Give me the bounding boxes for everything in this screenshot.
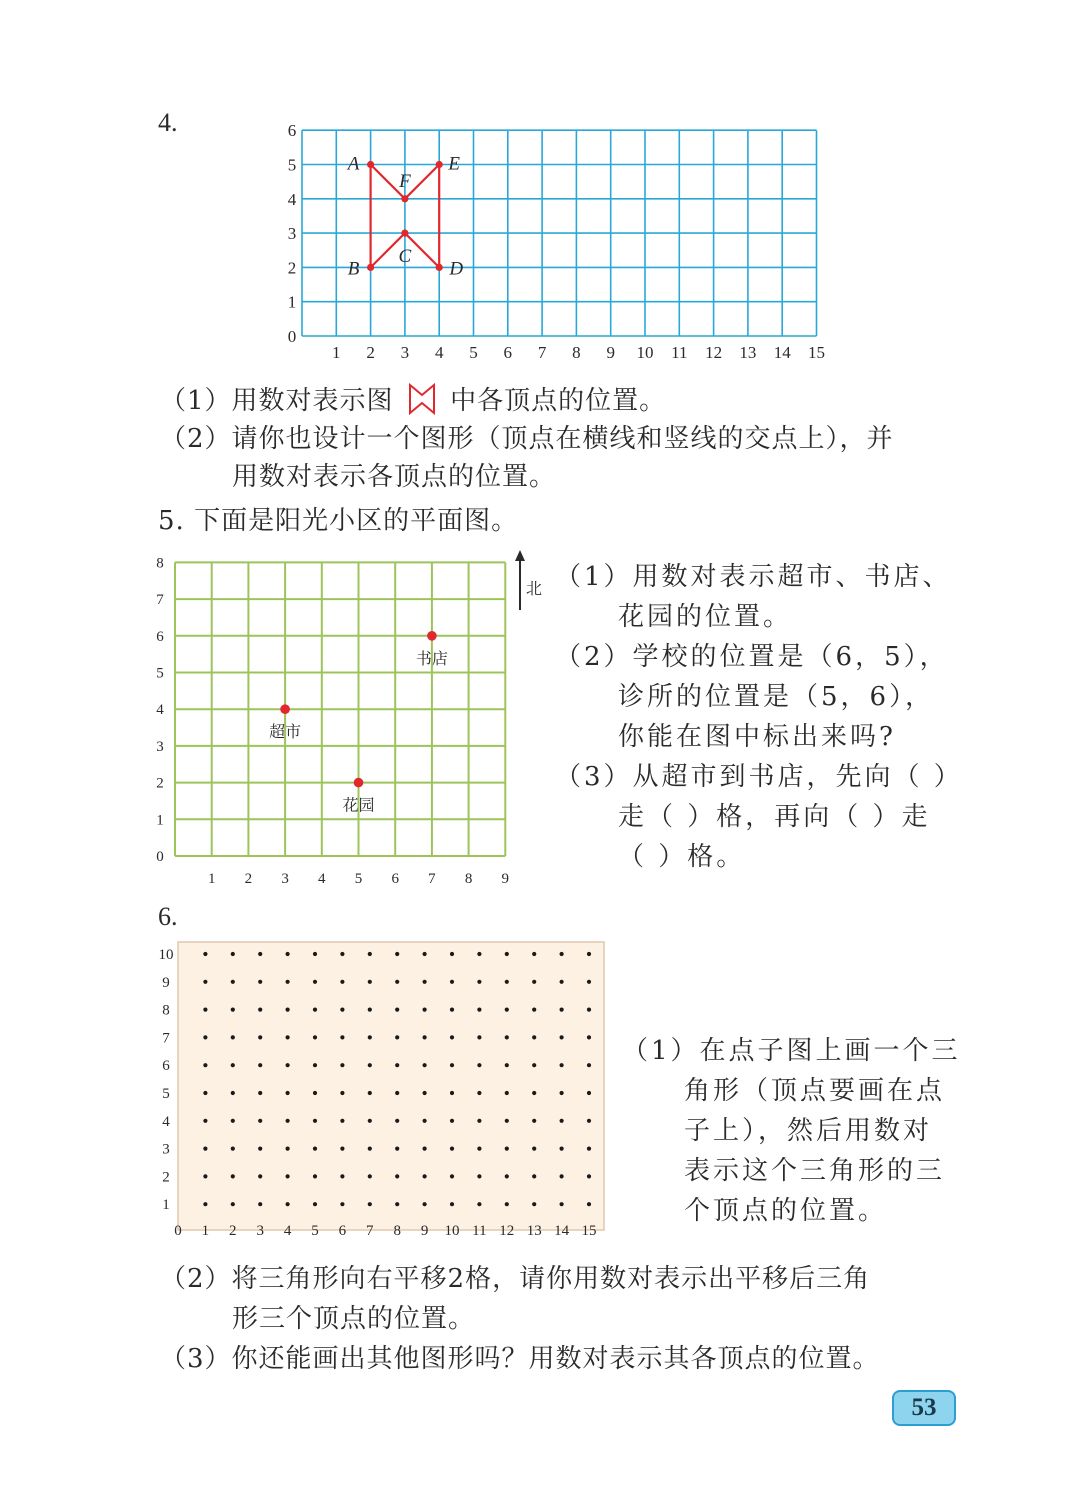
x-tick-label: 15 bbox=[581, 1223, 597, 1239]
q4-sub2-line1: （2）请你也设计一个图形（顶点在横线和竖线的交点上），并 bbox=[160, 424, 894, 454]
grid-dot bbox=[368, 1063, 372, 1067]
question-4-number: 4. bbox=[158, 108, 178, 137]
x-tick-label: 9 bbox=[420, 1223, 429, 1239]
q6-side-line-4: 表示这个三角形的三 bbox=[684, 1156, 946, 1186]
grid-dot bbox=[340, 980, 344, 984]
y-tick-label: 7 bbox=[156, 592, 164, 609]
x-tick-label: 5 bbox=[354, 871, 363, 887]
grid-dot bbox=[203, 1035, 207, 1039]
grid-dot bbox=[450, 1202, 454, 1206]
vertex-point-F bbox=[401, 195, 408, 202]
q6-side-line-3: 子上），然后用数对 bbox=[684, 1116, 933, 1146]
x-tick-label: 10 bbox=[444, 1223, 460, 1239]
grid-dot bbox=[313, 1202, 317, 1206]
grid-dot bbox=[286, 1202, 290, 1206]
y-tick-label: 3 bbox=[287, 224, 297, 244]
q6-sub2-line2: 形三个顶点的位置。 bbox=[232, 1304, 476, 1334]
vertex-point-C bbox=[401, 230, 408, 237]
grid-dot bbox=[258, 1091, 262, 1095]
grid-dot bbox=[423, 980, 427, 984]
x-tick-label: 6 bbox=[503, 343, 513, 362]
grid-dot bbox=[231, 1008, 235, 1012]
grid-dot bbox=[532, 980, 536, 984]
place-label: 书店 bbox=[415, 650, 448, 668]
grid-dot bbox=[477, 980, 481, 984]
grid-dot bbox=[340, 1202, 344, 1206]
grid-dot bbox=[313, 1035, 317, 1039]
grid-dot bbox=[231, 1035, 235, 1039]
y-tick-label: 5 bbox=[287, 155, 297, 175]
place-label: 超市 bbox=[269, 724, 302, 742]
grid-dot bbox=[532, 1119, 536, 1123]
grid-dot bbox=[560, 952, 564, 956]
grid-dot bbox=[368, 1008, 372, 1012]
q6-side-line-1: （1）在点子图上画一个三 bbox=[622, 1036, 961, 1066]
vertex-point-B bbox=[367, 264, 374, 271]
x-tick-label: 13 bbox=[526, 1223, 542, 1239]
grid-dot bbox=[340, 1091, 344, 1095]
grid-dot bbox=[286, 1008, 290, 1012]
grid-dot bbox=[203, 1008, 207, 1012]
grid-dot bbox=[231, 1063, 235, 1067]
x-tick-label: 11 bbox=[671, 343, 688, 362]
q5-line-3: （2）学校的位置是（6，5）， bbox=[555, 642, 949, 672]
y-tick-label: 4 bbox=[156, 702, 164, 719]
q4-coordinate-grid bbox=[270, 118, 850, 368]
grid-dot bbox=[313, 1091, 317, 1095]
q6-sub2-line1: （2）将三角形向右平移2格，请你用数对表示出平移后三角 bbox=[160, 1264, 871, 1294]
grid-dot bbox=[560, 1063, 564, 1067]
grid-dot bbox=[340, 1147, 344, 1151]
grid-dot bbox=[395, 980, 399, 984]
grid-dot bbox=[505, 1063, 509, 1067]
x-tick-label: 12 bbox=[705, 343, 723, 362]
grid-dot bbox=[477, 1147, 481, 1151]
y-tick-label: 10 bbox=[158, 947, 174, 963]
grid-dot bbox=[203, 980, 207, 984]
y-tick-label: 1 bbox=[162, 1197, 170, 1214]
grid-dot bbox=[231, 1202, 235, 1206]
grid-dot bbox=[505, 1202, 509, 1206]
grid-dot bbox=[395, 1063, 399, 1067]
x-tick-label: 8 bbox=[572, 343, 581, 362]
grid-dot bbox=[231, 1119, 235, 1123]
north-label: 北 bbox=[525, 581, 543, 598]
grid-dot bbox=[423, 1063, 427, 1067]
grid-dot bbox=[532, 1174, 536, 1178]
grid-dot bbox=[450, 1091, 454, 1095]
x-tick-label: 7 bbox=[537, 343, 547, 362]
bowtie-shape-icon bbox=[407, 383, 437, 415]
x-tick-label: 15 bbox=[808, 343, 825, 362]
vertex-point-A bbox=[367, 161, 374, 168]
grid-dot bbox=[368, 1174, 372, 1178]
grid-dot bbox=[505, 952, 509, 956]
grid-dot bbox=[395, 1202, 399, 1206]
grid-dot bbox=[423, 952, 427, 956]
x-tick-label: 3 bbox=[256, 1223, 264, 1239]
grid-dot bbox=[560, 980, 564, 984]
grid-dot bbox=[258, 1147, 262, 1151]
x-tick-label: 1 bbox=[201, 1223, 210, 1239]
grid-dot bbox=[368, 1091, 372, 1095]
x-tick-label: 10 bbox=[636, 343, 654, 362]
y-tick-label: 9 bbox=[162, 974, 170, 991]
grid-dot bbox=[395, 952, 399, 956]
y-tick-label: 0 bbox=[287, 327, 297, 346]
grid-dot bbox=[313, 980, 317, 984]
q6-sub3: （3）你还能画出其他图形吗？用数对表示其各顶点的位置。 bbox=[160, 1344, 880, 1374]
grid-dot bbox=[395, 1091, 399, 1095]
grid-dot bbox=[532, 1008, 536, 1012]
y-tick-label: 2 bbox=[156, 775, 164, 792]
grid-dot bbox=[423, 1035, 427, 1039]
y-tick-label: 1 bbox=[287, 292, 297, 312]
vertex-label-A: A bbox=[347, 153, 360, 175]
grid-dot bbox=[450, 1008, 454, 1012]
y-tick-label: 6 bbox=[156, 628, 164, 645]
grid-dot bbox=[203, 952, 207, 956]
x-tick-label: 4 bbox=[318, 871, 326, 887]
grid-dot bbox=[286, 1035, 290, 1039]
place-point bbox=[280, 704, 290, 714]
grid-dot bbox=[477, 1174, 481, 1178]
grid-dot bbox=[587, 1035, 591, 1039]
place-point bbox=[427, 631, 437, 641]
q4-sub1-text-b: 中各顶点的位置。 bbox=[450, 386, 667, 416]
x-tick-label: 8 bbox=[393, 1223, 401, 1239]
grid-dot bbox=[203, 1202, 207, 1206]
grid-dot bbox=[231, 980, 235, 984]
grid-dot bbox=[532, 952, 536, 956]
x-tick-label: 9 bbox=[606, 343, 615, 362]
y-tick-label: 4 bbox=[162, 1113, 170, 1130]
y-tick-label: 5 bbox=[162, 1086, 170, 1102]
grid-dot bbox=[532, 1091, 536, 1095]
y-tick-label: 8 bbox=[162, 1002, 170, 1019]
y-tick-label: 2 bbox=[162, 1169, 170, 1186]
grid-dot bbox=[560, 1091, 564, 1095]
x-tick-label: 14 bbox=[554, 1223, 570, 1239]
grid-dot bbox=[231, 1174, 235, 1178]
grid-dot bbox=[450, 1035, 454, 1039]
grid-dot bbox=[477, 1063, 481, 1067]
x-tick-label: 6 bbox=[391, 871, 399, 887]
question-6-number: 6. bbox=[158, 902, 178, 931]
grid-dot bbox=[505, 1091, 509, 1095]
grid-dot bbox=[560, 1174, 564, 1178]
y-tick-label: 6 bbox=[162, 1058, 170, 1075]
grid-dot bbox=[505, 1008, 509, 1012]
grid-dot bbox=[423, 1174, 427, 1178]
grid-dot bbox=[313, 1008, 317, 1012]
grid-dot bbox=[505, 980, 509, 984]
x-tick-label: 3 bbox=[281, 871, 289, 887]
y-tick-label: 3 bbox=[156, 738, 164, 755]
grid-dot bbox=[258, 1035, 262, 1039]
grid-dot bbox=[368, 980, 372, 984]
grid-dot bbox=[532, 1035, 536, 1039]
grid-dot bbox=[560, 1008, 564, 1012]
grid-dot bbox=[477, 1119, 481, 1123]
q5-line-2: 花园的位置。 bbox=[618, 602, 793, 632]
x-tick-label: 6 bbox=[338, 1223, 347, 1239]
grid-dot bbox=[340, 1035, 344, 1039]
grid-dot bbox=[395, 1008, 399, 1012]
grid-dot bbox=[203, 1063, 207, 1067]
q6-side-line-5: 个顶点的位置。 bbox=[684, 1196, 888, 1226]
x-tick-label: 3 bbox=[400, 343, 410, 362]
grid-dot bbox=[587, 1202, 591, 1206]
grid-dot bbox=[587, 1008, 591, 1012]
q4-sub1 bbox=[160, 380, 666, 417]
grid-dot bbox=[286, 1147, 290, 1151]
x-tick-label: 7 bbox=[366, 1223, 374, 1239]
grid-dot bbox=[477, 1091, 481, 1095]
grid-dot bbox=[477, 952, 481, 956]
grid-dot bbox=[587, 1147, 591, 1151]
y-tick-label: 1 bbox=[156, 812, 164, 829]
grid-dot bbox=[258, 1174, 262, 1178]
x-tick-label: 14 bbox=[773, 343, 791, 362]
grid-dot bbox=[423, 1119, 427, 1123]
x-tick-label: 5 bbox=[469, 343, 478, 362]
vertex-label-E: E bbox=[448, 153, 461, 175]
grid-dot bbox=[587, 1063, 591, 1067]
grid-dot bbox=[340, 952, 344, 956]
vertex-point-E bbox=[436, 161, 443, 168]
grid-dot bbox=[477, 1202, 481, 1206]
grid-dot bbox=[258, 1119, 262, 1123]
x-tick-label: 1 bbox=[332, 343, 341, 362]
grid-dot bbox=[313, 1063, 317, 1067]
grid-dot bbox=[505, 1119, 509, 1123]
grid-dot bbox=[450, 1119, 454, 1123]
y-tick-label: 7 bbox=[162, 1030, 170, 1047]
x-tick-label: 2 bbox=[229, 1223, 237, 1239]
grid-dot bbox=[395, 1035, 399, 1039]
grid-dot bbox=[560, 1202, 564, 1206]
grid-dot bbox=[450, 952, 454, 956]
grid-dot bbox=[450, 1063, 454, 1067]
grid-dot bbox=[258, 980, 262, 984]
x-tick-label: 2 bbox=[366, 343, 375, 362]
x-tick-label: 12 bbox=[499, 1223, 515, 1239]
y-tick-label: 4 bbox=[287, 189, 297, 209]
grid-dot bbox=[313, 952, 317, 956]
q6-dot-grid bbox=[150, 935, 615, 1245]
grid-dot bbox=[477, 1008, 481, 1012]
x-tick-label: 7 bbox=[428, 871, 436, 887]
grid-dot bbox=[477, 1035, 481, 1039]
y-tick-label: 6 bbox=[287, 121, 297, 141]
grid-dot bbox=[340, 1063, 344, 1067]
x-tick-label: 4 bbox=[283, 1223, 292, 1239]
grid-dot bbox=[286, 952, 290, 956]
grid-dot bbox=[587, 1091, 591, 1095]
page-number: 53 bbox=[892, 1390, 956, 1426]
x-tick-label: 5 bbox=[311, 1223, 319, 1239]
q4-sub1-text-a: （1）用数对表示图 bbox=[160, 386, 394, 416]
x-tick-label: 8 bbox=[464, 871, 473, 887]
x-tick-label: 4 bbox=[434, 343, 444, 362]
vertex-label-C: C bbox=[398, 246, 412, 268]
y-tick-label: 0 bbox=[156, 849, 164, 865]
grid-dot bbox=[203, 1119, 207, 1123]
grid-dot bbox=[450, 1147, 454, 1151]
grid-dot bbox=[532, 1063, 536, 1067]
grid-dot bbox=[505, 1035, 509, 1039]
x-tick-label: 13 bbox=[739, 343, 757, 362]
grid-dot bbox=[368, 952, 372, 956]
grid-dot bbox=[395, 1147, 399, 1151]
grid-dot bbox=[203, 1147, 207, 1151]
q5-line-1: （1）用数对表示超市、书店、 bbox=[555, 562, 952, 592]
place-point bbox=[354, 778, 364, 788]
y-tick-label: 8 bbox=[156, 555, 164, 572]
grid-dot bbox=[340, 1008, 344, 1012]
grid-dot bbox=[286, 980, 290, 984]
grid-dot bbox=[587, 1119, 591, 1123]
grid-dot bbox=[286, 1091, 290, 1095]
grid-dot bbox=[532, 1147, 536, 1151]
grid-dot bbox=[258, 952, 262, 956]
grid-dot bbox=[450, 980, 454, 984]
grid-dot bbox=[423, 1091, 427, 1095]
q6-side-line-2: 角形（顶点要画在点 bbox=[684, 1076, 946, 1106]
grid-dot bbox=[587, 980, 591, 984]
vertex-label-F: F bbox=[399, 170, 411, 192]
grid-dot bbox=[532, 1202, 536, 1206]
grid-dot bbox=[368, 1202, 372, 1206]
grid-dot bbox=[560, 1147, 564, 1151]
grid-dot bbox=[423, 1008, 427, 1012]
grid-dot bbox=[340, 1119, 344, 1123]
place-label: 花园 bbox=[342, 797, 375, 815]
grid-dot bbox=[505, 1174, 509, 1178]
grid-dot bbox=[258, 1202, 262, 1206]
q5-line-6: （3）从超市到书店，先向（ ） bbox=[555, 762, 963, 792]
grid-dot bbox=[340, 1174, 344, 1178]
x-tick-label: 11 bbox=[472, 1223, 487, 1239]
grid-dot bbox=[395, 1119, 399, 1123]
grid-dot bbox=[423, 1202, 427, 1206]
q5-line-8: （ ）格。 bbox=[618, 842, 746, 872]
grid-dot bbox=[313, 1147, 317, 1151]
q5-line-5: 你能在图中标出来吗? bbox=[618, 722, 896, 752]
q5-line-4: 诊所的位置是（5，6）， bbox=[618, 682, 935, 712]
grid-dot bbox=[368, 1035, 372, 1039]
question-5-title: 5. 下面是阳光小区的平面图。 bbox=[158, 506, 519, 536]
y-tick-label: 3 bbox=[162, 1141, 170, 1158]
grid-dot bbox=[258, 1063, 262, 1067]
vertex-point-D bbox=[436, 264, 443, 271]
x-tick-label: 9 bbox=[501, 871, 510, 887]
grid-dot bbox=[313, 1174, 317, 1178]
grid-dot bbox=[313, 1119, 317, 1123]
x-tick-label: 0 bbox=[174, 1223, 182, 1239]
grid-dot bbox=[560, 1119, 564, 1123]
grid-dot bbox=[203, 1091, 207, 1095]
grid-dot bbox=[423, 1147, 427, 1151]
y-tick-label: 5 bbox=[156, 665, 164, 682]
grid-dot bbox=[368, 1147, 372, 1151]
grid-dot bbox=[286, 1174, 290, 1178]
grid-dot bbox=[231, 952, 235, 956]
dot-grid-background bbox=[178, 942, 604, 1230]
grid-dot bbox=[587, 1174, 591, 1178]
grid-dot bbox=[231, 1091, 235, 1095]
north-arrow-icon bbox=[515, 550, 525, 561]
x-tick-label: 2 bbox=[244, 871, 253, 887]
grid-dot bbox=[505, 1147, 509, 1151]
grid-dot bbox=[450, 1174, 454, 1178]
y-tick-label: 2 bbox=[287, 258, 297, 278]
grid-dot bbox=[395, 1174, 399, 1178]
grid-dot bbox=[587, 952, 591, 956]
q5-line-7: 走（ ）格，再向（ ）走 bbox=[618, 802, 931, 832]
grid-dot bbox=[560, 1035, 564, 1039]
grid-dot bbox=[286, 1063, 290, 1067]
grid-dot bbox=[258, 1008, 262, 1012]
vertex-label-B: B bbox=[347, 258, 360, 280]
grid-dot bbox=[203, 1174, 207, 1178]
q5-neighborhood-map bbox=[150, 548, 560, 893]
grid-dot bbox=[286, 1119, 290, 1123]
vertex-label-D: D bbox=[449, 258, 464, 280]
x-tick-label: 1 bbox=[207, 871, 216, 887]
q4-sub2-line2: 用数对表示各顶点的位置。 bbox=[232, 462, 557, 492]
grid-dot bbox=[231, 1147, 235, 1151]
grid-dot bbox=[368, 1119, 372, 1123]
